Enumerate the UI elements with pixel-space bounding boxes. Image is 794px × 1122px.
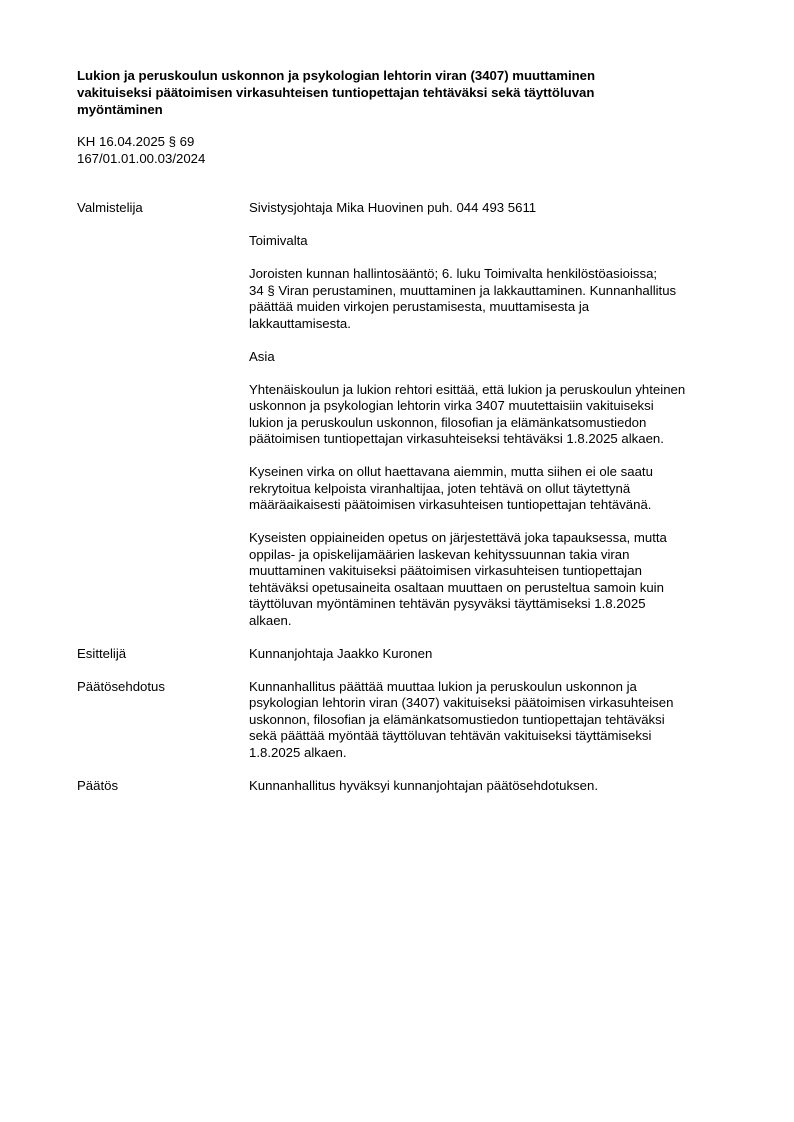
text-line: alkaen. — [249, 612, 292, 628]
text-line: päättää muiden virkojen perustamisesta, muuttamisesta ja — [249, 299, 590, 314]
text-line: rekrytoitua kelpoista viranhaltijaa, joten tehtävä on ollut täytettynä — [249, 480, 631, 496]
text-line: Kyseinen virka on ollut haettavana aiemmin, mutta siihen ei ole saatu — [249, 464, 653, 479]
text-line: Joroisten kunnan hallintosääntö; 6. luku Toimivalta henkilöstöasioissa; — [249, 266, 658, 281]
text-line: määräaikaisesti päätoimisen virkasuhteisen tuntiopettajan tehtävänä. — [249, 497, 652, 512]
decision-line: Kunnanhallitus hyväksyi kunnanjohtajan päätösehdotuksen. — [249, 777, 598, 793]
proposal-paragraph — [249, 679, 739, 762]
text-line: uskonnon, filosofian ja elämänkatsomustiedon tuntiopettajan tehtäväksi — [249, 711, 665, 727]
document-page — [77, 67, 737, 794]
text-line: uskonnon ja psykologian lehtorin virka 3407 muutettaisiin vakituiseksi — [249, 398, 654, 413]
document-title — [77, 67, 677, 118]
text-line: 34 § Viran perustaminen, muuttaminen ja lakkauttaminen. Kunnanhallitus — [249, 282, 677, 298]
preparer-line: Sivistysjohtaja Mika Huovinen puh. 044 493 5611 — [249, 200, 537, 215]
text-line: täyttöluvan myöntäminen tehtävän pysyväksi täyttämiseksi 1.8.2025 — [249, 596, 646, 611]
section-paatosehdotus — [77, 679, 737, 762]
text-line: Yhtenäiskoulun ja lukion rehtori esittää, että lukion ja peruskoulun yhteinen — [249, 381, 686, 397]
title-line: myöntäminen — [77, 102, 163, 117]
document-meta — [77, 134, 737, 167]
record-number: 167/01.01.00.03/2024 — [77, 150, 206, 166]
text-line: Kyseisten oppiaineiden opetus on järjestettävä joka tapauksessa, mutta — [249, 530, 667, 545]
text-line: 1.8.2025 alkaen. — [249, 744, 347, 760]
section-esittelija — [77, 646, 737, 663]
text-line: lukion ja peruskoulun uskonnon, filosofian ja elämänkatsomustiedon — [249, 414, 647, 430]
toimivalta-paragraph — [249, 266, 739, 332]
section-label: Päätösehdotus — [77, 678, 165, 694]
title-line: vakituiseksi päätoimisen virkasuhteisen tuntiopettajan tehtäväksi sekä täyttöluvan — [77, 85, 595, 100]
text-line: päätoimisen tuntiopettajan virkasuhteiseksi tehtäväksi 1.8.2025 alkaen. — [249, 431, 664, 446]
presenter-line: Kunnanjohtaja Jaakko Kuronen — [249, 645, 433, 661]
text-line: sekä päättää myöntää täyttöluvan tehtävän vakituiseksi täyttämiseksi — [249, 728, 652, 743]
section-valmistelija — [77, 200, 737, 629]
asia-paragraph-3 — [249, 530, 739, 629]
section-label: Päätös — [77, 777, 119, 793]
section-content — [249, 200, 739, 629]
section-label: Valmistelija — [77, 200, 143, 215]
asia-paragraph-1 — [249, 382, 739, 448]
subheading-toimivalta: Toimivalta — [249, 233, 308, 248]
text-line: tehtäväksi opetusaineita osaltaan muuttaen on perusteltua samoin kuin — [249, 579, 664, 595]
title-line: Lukion ja peruskoulun uskonnon ja psykologian lehtorin viran (3407) muuttaminen — [77, 68, 596, 83]
text-line: oppilas- ja opiskelijamäärien laskevan kehityssuunnan takia viran — [249, 546, 630, 562]
section-label: Esittelijä — [77, 645, 127, 661]
asia-paragraph-2 — [249, 464, 739, 514]
text-line: muuttaminen vakituiseksi päätoimisen virkasuhteisen tuntiopettajan — [249, 563, 642, 578]
text-line: lakkauttamisesta. — [249, 315, 351, 331]
section-paatos — [77, 778, 737, 795]
text-line: psykologian lehtorin viran (3407) vakituiseksi päätoimisen virkasuhteisen — [249, 695, 674, 710]
meeting-reference: KH 16.04.2025 § 69 — [77, 134, 195, 149]
text-line: Kunnanhallitus päättää muuttaa lukion ja peruskoulun uskonnon ja — [249, 678, 637, 694]
subheading-asia: Asia — [249, 348, 275, 364]
